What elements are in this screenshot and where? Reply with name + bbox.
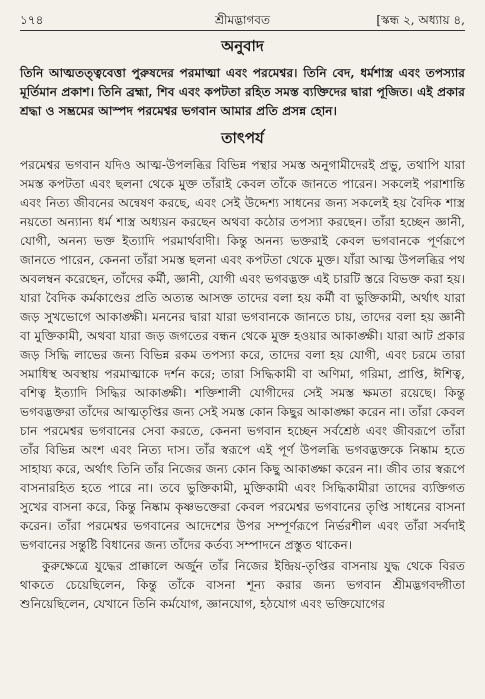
- purport-body: [20, 156, 465, 614]
- purport-paragraph: কুরুক্ষেত্রে যুদ্ধের প্রাক্কালে অর্জুন তাঁর নিজের ইন্দ্রিয়-তৃপ্তির বাসনায় যুদ্ধ থেকে বিরত থাকতে চেয়েছিলেন, কিন্তু তাঁকে বাসনা শূন্য করার জন্য ভগবান শ্রীমদ্ভগবদ্গীতা শুনিয়েছিলেন, যেখানে তিনি কর্মযোগ, জ্ঞানযোগ, হঠযোগ এবং ভক্তিযোগের: [20, 559, 465, 611]
- purport-paragraph: পরমেশ্বর ভগবান যদিও আত্ম-উপলব্ধির বিভিন্ন পন্থার সমস্ত অনুগামীদেরই প্রভু, তথাপি যারা সমস্ত কপটতা এবং ছলনা থেকে মুক্ত তাঁরাই কেবল তাঁকে জানতে পারেন। সকলেই পরাশান্তি এবং নিত্য জীবনের অন্বেষণ করছে, এবং সেই উদ্দেশ্য সাধনের জন্য সকলেই হয় বৈদিক শাস্ত্র নয়তো অন্যান্য ধর্ম শাস্ত্র অধ্যয়ন করছেন অথবা কঠোর তপস্যা করছেন। তাঁরা হচ্ছেন জ্ঞানী, যোগী, অনন্য ভক্ত ইত্যাদি পরমার্থবাদী। কিন্তু অনন্য ভক্তরাই কেবল ভগবানকে পূর্ণরূপে জানতে পারেন, কেননা তাঁরা সমস্ত ছলনা এবং কপটতা থেকে মুক্ত। যাঁরা আত্ম উপলব্ধির পথ অবলম্বন করেছেন, তাঁদের কর্মী, জ্ঞানী, যোগী এবং ভগবদ্ভক্ত এই চারটি স্তরে বিভক্ত করা হয়। যারা বৈদিক কর্মকাণ্ডের প্রতি অত্যন্ত আসক্ত তাদের বলা হয় কর্মী বা ভুক্তিকামী, অর্থাৎ যারা জড় সুখভোগে আকাঙ্ক্ষী। মননের দ্বারা যারা ভগবানকে জানতে চায়, তাদের বলা হয় জ্ঞানী বা মুক্তিকামী, অথবা যারা জড় জগতের বন্ধন থেকে মুক্ত হওয়ার আকাঙ্ক্ষী। যারা আট প্রকার জড় সিদ্ধি লাভের জন্য বিভিন্ন রকম তপস্যা করে, তাদের বলা হয় যোগী, এবং চরমে তারা সমাধিস্থ অবস্থায় পরমাত্মাকে দর্শন করে; তারা সিদ্ধিকামী বা অণিমা, গরিমা, প্রাপ্তি, ঈশিত্ব, বশিত্ব ইত্যাদি সিদ্ধির আকাঙ্ক্ষী। শক্তিশালী যোগীদের সেই সমস্ত ক্ষমতা রয়েছে। কিন্তু ভগবদ্ভক্তরা তাঁদের আত্মতৃপ্তির জন্য সেই সমস্ত কোন কিছুর আকাঙ্ক্ষা করেন না। তাঁরা কেবল চান পরমেশ্বর ভগবানের সেবা করতে, কেননা ভগবান হচ্ছেন সর্বশ্রেষ্ঠ এবং জীবরূপে তাঁরা তাঁর বিভিন্ন অংশ এবং নিত্য দাস। তাঁর স্বরূপে এই পূর্ণ উপলব্ধি ভগবদ্ভক্তকে নিষ্কাম হতে সাহায্য করে, অর্থাৎ তিনি তাঁর নিজের জন্য কোন কিছু আকাঙ্ক্ষা করেন না। জীব তার স্বরূপে বাসনারহিত হতে পারে না। তবে ভুক্তিকামী, মুক্তিকামী এবং সিদ্ধিকামীরা তাদের ব্যক্তিগত সুখের বাসনা করে, কিন্তু নিষ্কাম কৃষ্ণভক্তেরা কেবল পরমেশ্বর ভগবানের তৃপ্তি সাধনের বাসনা করেন। তাঁরা পরমেশ্বর ভগবানের আদেশের উপর সম্পূর্ণরূপে নির্ভরশীল এবং তাঁরা সর্বদাই ভগবানের সন্তুষ্টি বিধানের জন্য তাঁদের কর্তব্য সম্পাদনে প্রস্তুত থাকেন।: [20, 158, 465, 552]
- translation-heading: অনুবাদ: [221, 37, 264, 55]
- section-reference: [স্কন্ধ ২, অধ্যায় ৪,: [376, 13, 465, 27]
- book-title: শ্রীমদ্ভাগবত: [214, 13, 270, 27]
- page-number: ১৭৪: [20, 13, 44, 27]
- translation-text: তিনি আত্মতত্ত্ববেত্তা পুরুষদের পরমাত্মা এবং পরমেশ্বর। তিনি বেদ, ধর্মশাস্ত্র এবং তপস্যার মূর্তিমান প্রকাশ। তিনি ব্রহ্মা, শিব এবং কপটতা রহিত সমস্ত ব্যক্তিদের দ্বারা পূজিত। এই প্রকার শ্রদ্ধা ও সম্ভ্রমের আস্পদ পরমেশ্বর ভগবান আমার প্রতি প্রসন্ন হোন।: [20, 66, 465, 118]
- page-header: [20, 8, 465, 30]
- purport-heading: তাৎপর্য: [221, 129, 264, 147]
